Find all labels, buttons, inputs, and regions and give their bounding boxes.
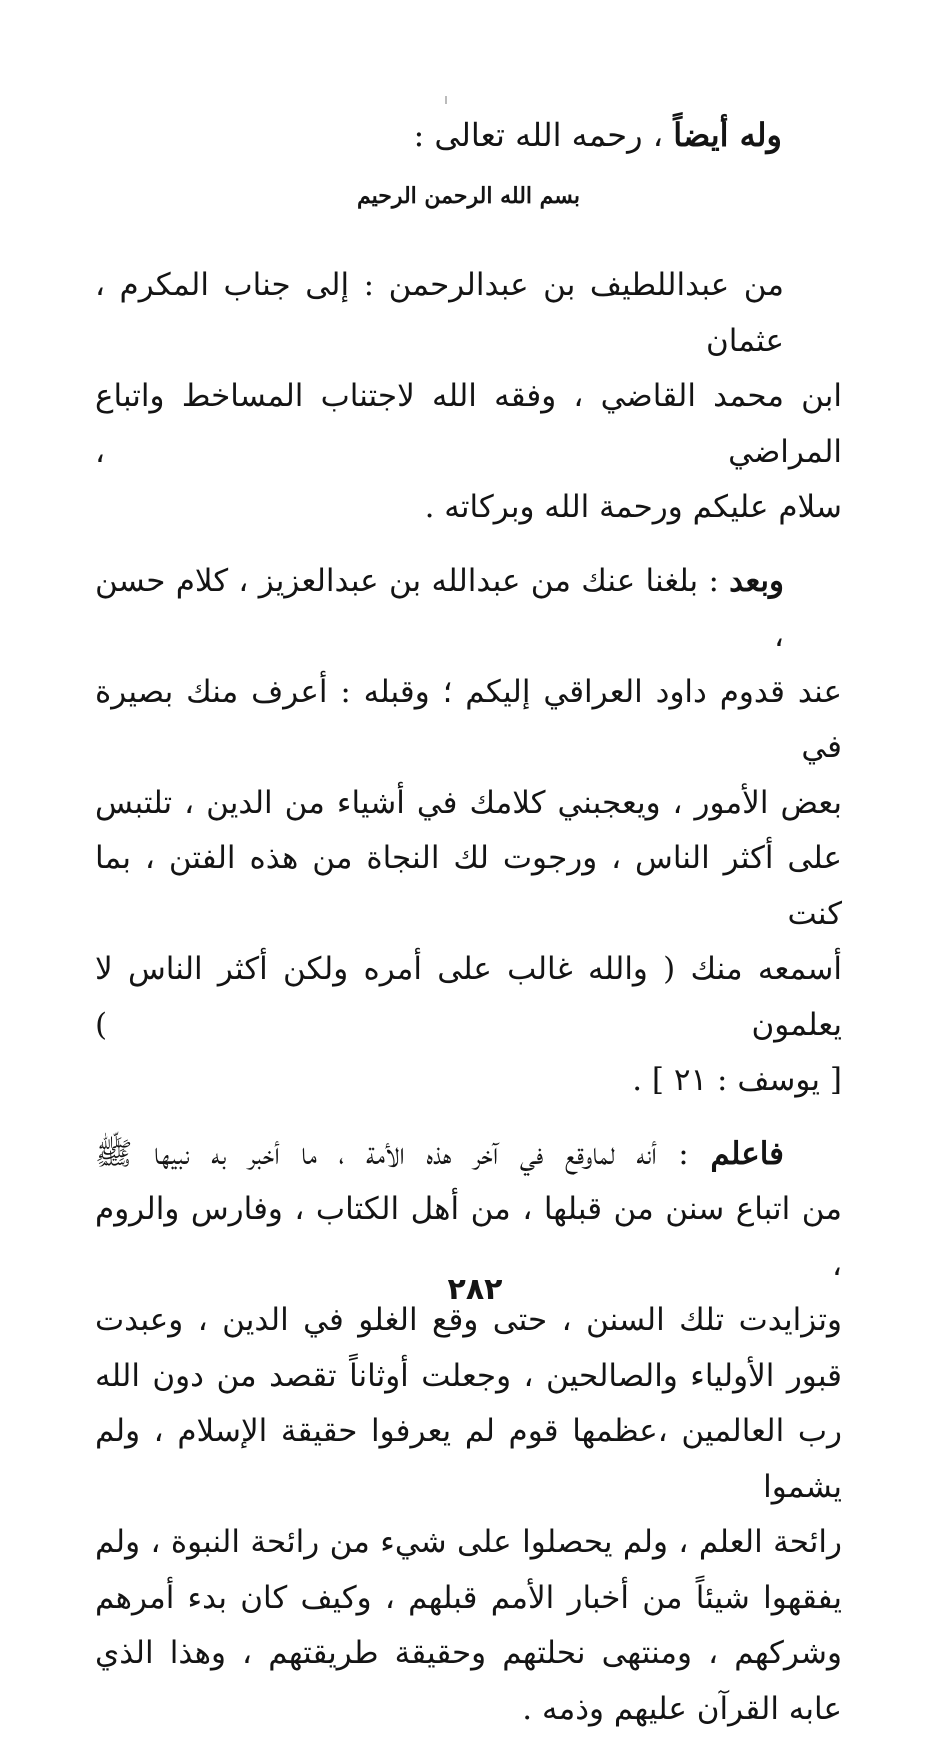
text-line: [ يوسف : ٢١ ] . [632, 1062, 842, 1098]
text-line: وشركهم ، ومنتهى نحلتهم وحقيقة طريقتهم ، وهذا الذي [95, 1635, 842, 1671]
text-line: وتزايدت تلك السنن ، حتى وقع الغلو في الدين ، وعبدت [95, 1302, 842, 1338]
basmala: بسم الله الرحمن الرحيم [356, 183, 581, 209]
heading-bold: وله أيضاً [673, 116, 782, 154]
text-line: يفقهوا شيئاً من أخبار الأمم قبلهم ، وكيف كان بدء أمرهم [95, 1579, 842, 1616]
page-edge-mark [445, 96, 447, 104]
text-line: رب العالمين ،عظمها قوم لم يعرفوا حقيقة الإسلام ، ولم يشموا [95, 1413, 842, 1505]
paragraph-wabaad [95, 554, 842, 1109]
paragraph-lead-word: وبعد [729, 562, 784, 599]
paragraph-opening [95, 258, 842, 536]
text-line: رائحة العلم ، ولم يحصلوا على شيء من رائحة النبوة ، ولم [95, 1524, 842, 1560]
text-line: بعض الأمور ، ويعجبني كلامك في أشياء من الدين ، تلتبس [95, 784, 842, 821]
text-line [95, 1127, 842, 1183]
paragraph-faalam [95, 1127, 842, 1738]
paragraph-lead-word: فاعلم [710, 1135, 784, 1172]
text-line: عابه القرآن عليهم وذمه . [522, 1690, 842, 1727]
text-line: أسمعه منك ( والله غالب على أمره ولكن أكثر الناس لا يعلمون ) [95, 951, 842, 1043]
text-line: ابن محمد القاضي ، وفقه الله لاجتناب المساخط واتباع المراضي ، [95, 378, 842, 470]
text-line: على أكثر الناس ، ورجوت لك النجاة من هذه الفتن ، بما كنت [95, 840, 842, 932]
text-line-rest: : بلغنا عنك من عبدالله بن عبدالعزيز ، كلام حسن ، [95, 562, 784, 654]
page-number: ٢٨٢ [447, 1272, 503, 1307]
text-line: من اتباع سنن من قبلها ، من أهل الكتاب ، وفارس والروم ، [95, 1191, 842, 1283]
text-line [95, 554, 842, 665]
text-line-rest: : أنه لماوقع في آخر هذه الأمة ، ما أخبر به نبيها ﷺ [95, 1135, 689, 1172]
heading-rest: ، رحمه الله تعالى : [413, 116, 664, 154]
page-body [95, 110, 842, 1755]
text-line: عند قدوم داود العراقي إليكم ؛ وقبله : أعرف منك بصيرة في [95, 673, 842, 765]
text-line: سلام عليكم ورحمة الله وبركاته . [424, 489, 842, 525]
text-line: من عبداللطيف بن عبدالرحمن : إلى جناب المكرم ، عثمان [95, 267, 784, 359]
text-line: قبور الأولياء والصالحين ، وجعلت أوثاناً تقصد من دون الله [95, 1357, 842, 1394]
section-heading [95, 110, 782, 160]
